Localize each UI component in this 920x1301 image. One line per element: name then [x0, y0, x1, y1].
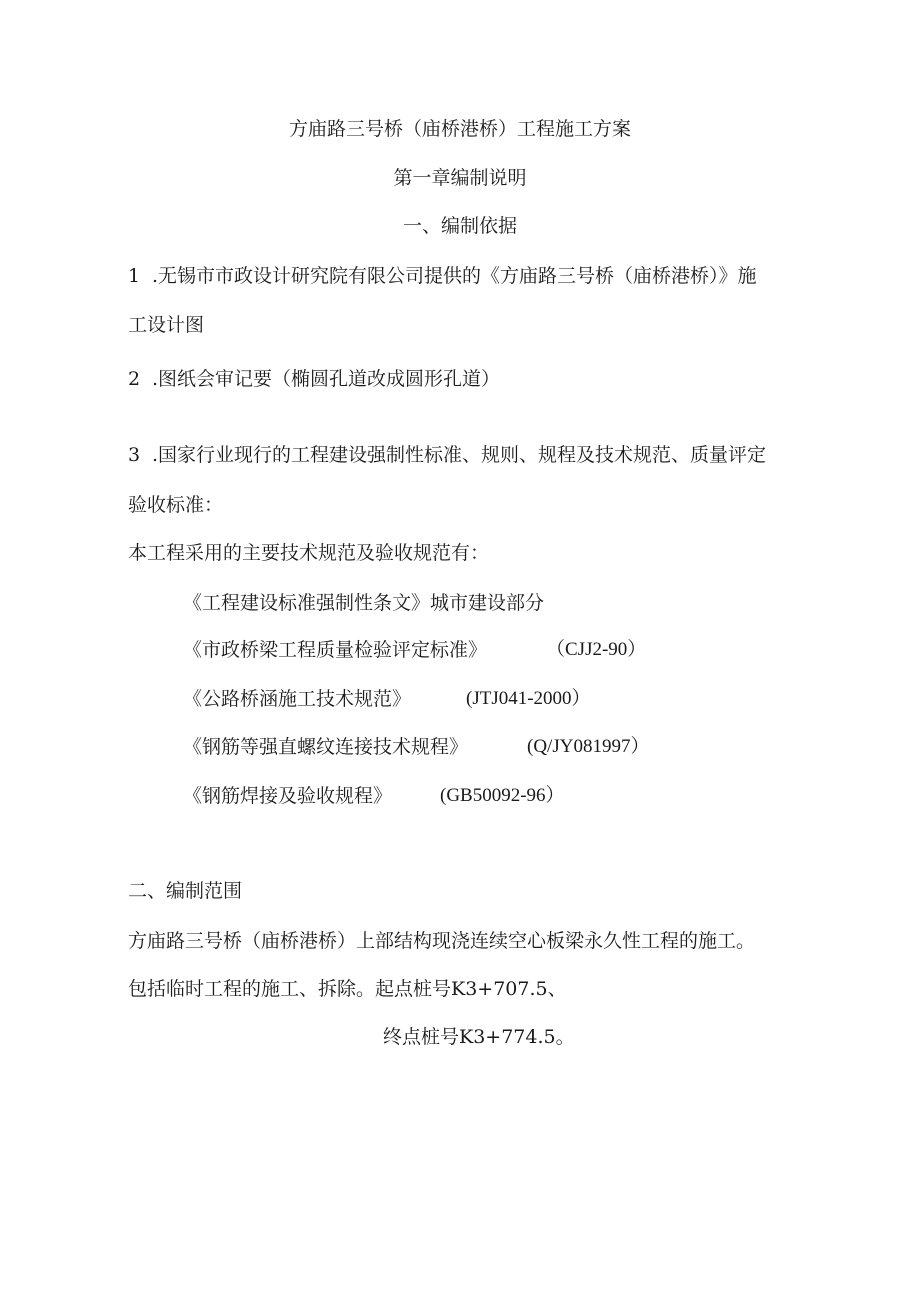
scope-paragraph-line2: 包括临时工程的施工、拆除。起点桩号K3+707.5、: [128, 978, 567, 1000]
scope-paragraph-line1: 方庙路三号桥（庙桥港桥）上部结构现浇连续空心板梁永久性工程的施工。: [128, 930, 756, 952]
standards-intro: 本工程采用的主要技术规范及验收规范有：: [128, 542, 490, 564]
standard-item: [183, 735, 468, 759]
standard-name: 《公路桥涵施工技术规范》: [183, 688, 412, 710]
standard-item: [183, 638, 487, 662]
item-number: 3: [128, 444, 141, 466]
standard-name: 《工程建设标准强制性条文》城市建设部分: [183, 592, 545, 614]
item-number: 2: [128, 368, 141, 390]
section1-heading: 一、编制依据: [402, 215, 517, 237]
basis-item-3: [128, 443, 766, 467]
standard-code: (Q/JY081997）: [527, 736, 650, 757]
standard-code: （CJJ2-90）: [546, 639, 647, 660]
item-text: .国家行业现行的工程建设强制性标准、规则、规程及技术规范、质量评定: [152, 444, 767, 466]
section2-heading: 二、编制范围: [128, 880, 243, 902]
scope-paragraph-line3: 终点桩号K3+774.5。: [383, 1026, 575, 1048]
item-text: .无锡市市政设计研究院有限公司提供的《方庙路三号桥（庙桥港桥）》施: [152, 265, 757, 287]
standard-item: [183, 687, 411, 711]
standard-name: 《市政桥梁工程质量检验评定标准》: [183, 639, 488, 661]
standard-name: 《钢筋焊接及验收规程》: [183, 785, 393, 807]
basis-item-3-continued: 验收标准：: [128, 494, 224, 516]
document-title: 方庙路三号桥（庙桥港桥）工程施工方案: [288, 118, 631, 140]
basis-item-2: [128, 367, 500, 391]
basis-item-1-continued: 工设计图: [128, 314, 205, 336]
standard-code: (JTJ041-2000）: [466, 688, 591, 709]
basis-item-1: [128, 264, 757, 288]
item-text: .图纸会审记要（椭圆孔道改成圆形孔道）: [152, 368, 501, 390]
chapter-heading: 第一章编制说明: [393, 167, 527, 189]
standard-item: [183, 784, 392, 808]
standard-item: [183, 591, 544, 615]
standard-name: 《钢筋等强直螺纹连接技术规程》: [183, 736, 469, 758]
item-number: 1: [128, 265, 141, 287]
standard-code: (GB50092-96）: [440, 785, 565, 806]
